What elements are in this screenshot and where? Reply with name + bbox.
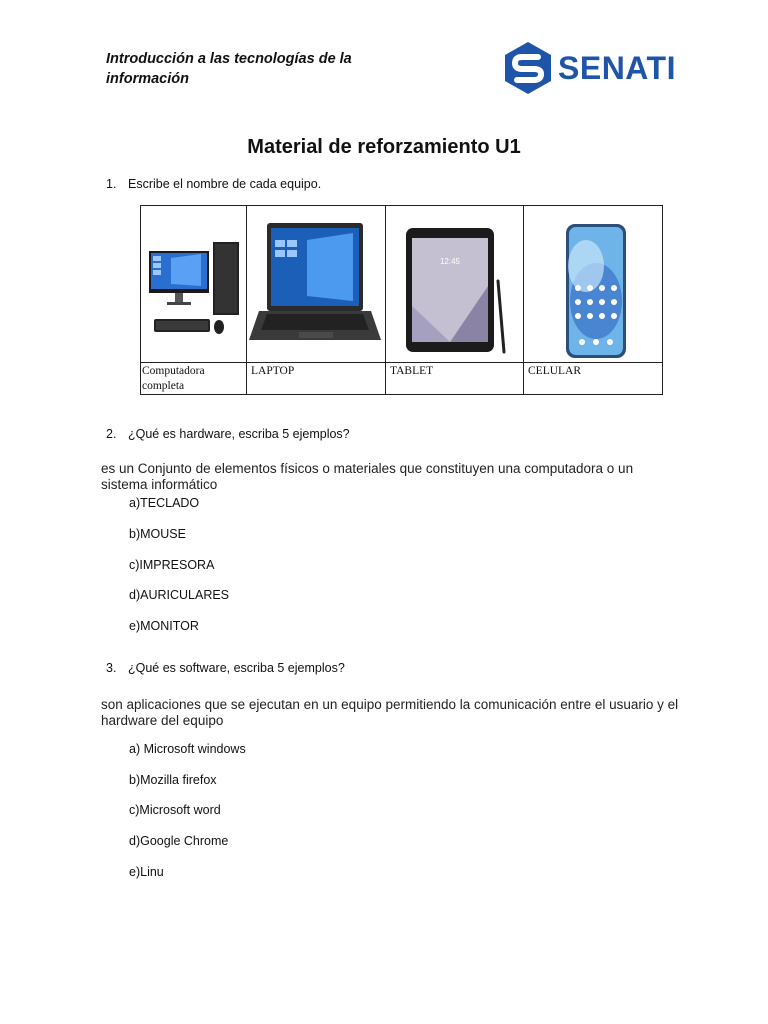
svg-text:12:45: 12:45: [439, 257, 461, 266]
question-number: 1.: [106, 177, 117, 191]
list-item: a) Microsoft windows: [129, 742, 246, 756]
list-item: d)AURICULARES: [129, 588, 230, 602]
devices-table: [140, 205, 663, 395]
smartphone-icon: [524, 206, 662, 362]
question-number: 2.: [106, 427, 117, 441]
device-image-cell: [386, 206, 524, 363]
device-label: TABLET: [386, 363, 524, 395]
question-1: [106, 177, 321, 191]
list-item: d)Google Chrome: [129, 834, 229, 848]
answer-software: son aplicaciones que se ejecutan en un equipo permitiendo la comunicación entre el usuario y el hardware del equipo: [101, 697, 679, 728]
device-label: Computadora completa: [141, 363, 247, 395]
question-text: ¿Qué es software, escriba 5 ejemplos?: [128, 661, 345, 675]
list-item: c)IMPRESORA: [129, 558, 215, 572]
question-text: Escribe el nombre de cada equipo.: [128, 177, 322, 191]
question-2: [106, 427, 350, 441]
answer-hardware: es un Conjunto de elementos físicos o materiales que constituyen una computadora o un sistema informático: [101, 461, 634, 492]
senati-logo: [500, 40, 690, 96]
list-item: c)Microsoft word: [129, 803, 221, 817]
list-item: a)TECLADO: [129, 496, 200, 510]
device-image-cell: [141, 206, 247, 363]
device-image-cell: [247, 206, 386, 363]
desktop-computer-icon: [141, 206, 246, 362]
list-item: b)MOUSE: [129, 527, 186, 541]
question-text: ¿Qué es hardware, escriba 5 ejemplos?: [128, 427, 350, 441]
logo-text: SENATI: [558, 50, 676, 86]
device-label: CELULAR: [524, 363, 663, 395]
course-title: Introducción a las tecnologías de la información: [106, 51, 352, 87]
device-label: LAPTOP: [247, 363, 386, 395]
question-3: [106, 661, 345, 675]
question-number: 3.: [106, 661, 117, 675]
list-item: b)Mozilla firefox: [129, 773, 217, 787]
document-title: Material de reforzamiento U1: [247, 136, 521, 158]
laptop-icon: [247, 206, 385, 362]
list-item: e)MONITOR: [129, 619, 199, 633]
list-item: e)Linu: [129, 865, 164, 879]
senati-logo-mark-icon: [500, 40, 556, 96]
tablet-icon: [386, 206, 523, 362]
device-image-cell: [524, 206, 663, 363]
